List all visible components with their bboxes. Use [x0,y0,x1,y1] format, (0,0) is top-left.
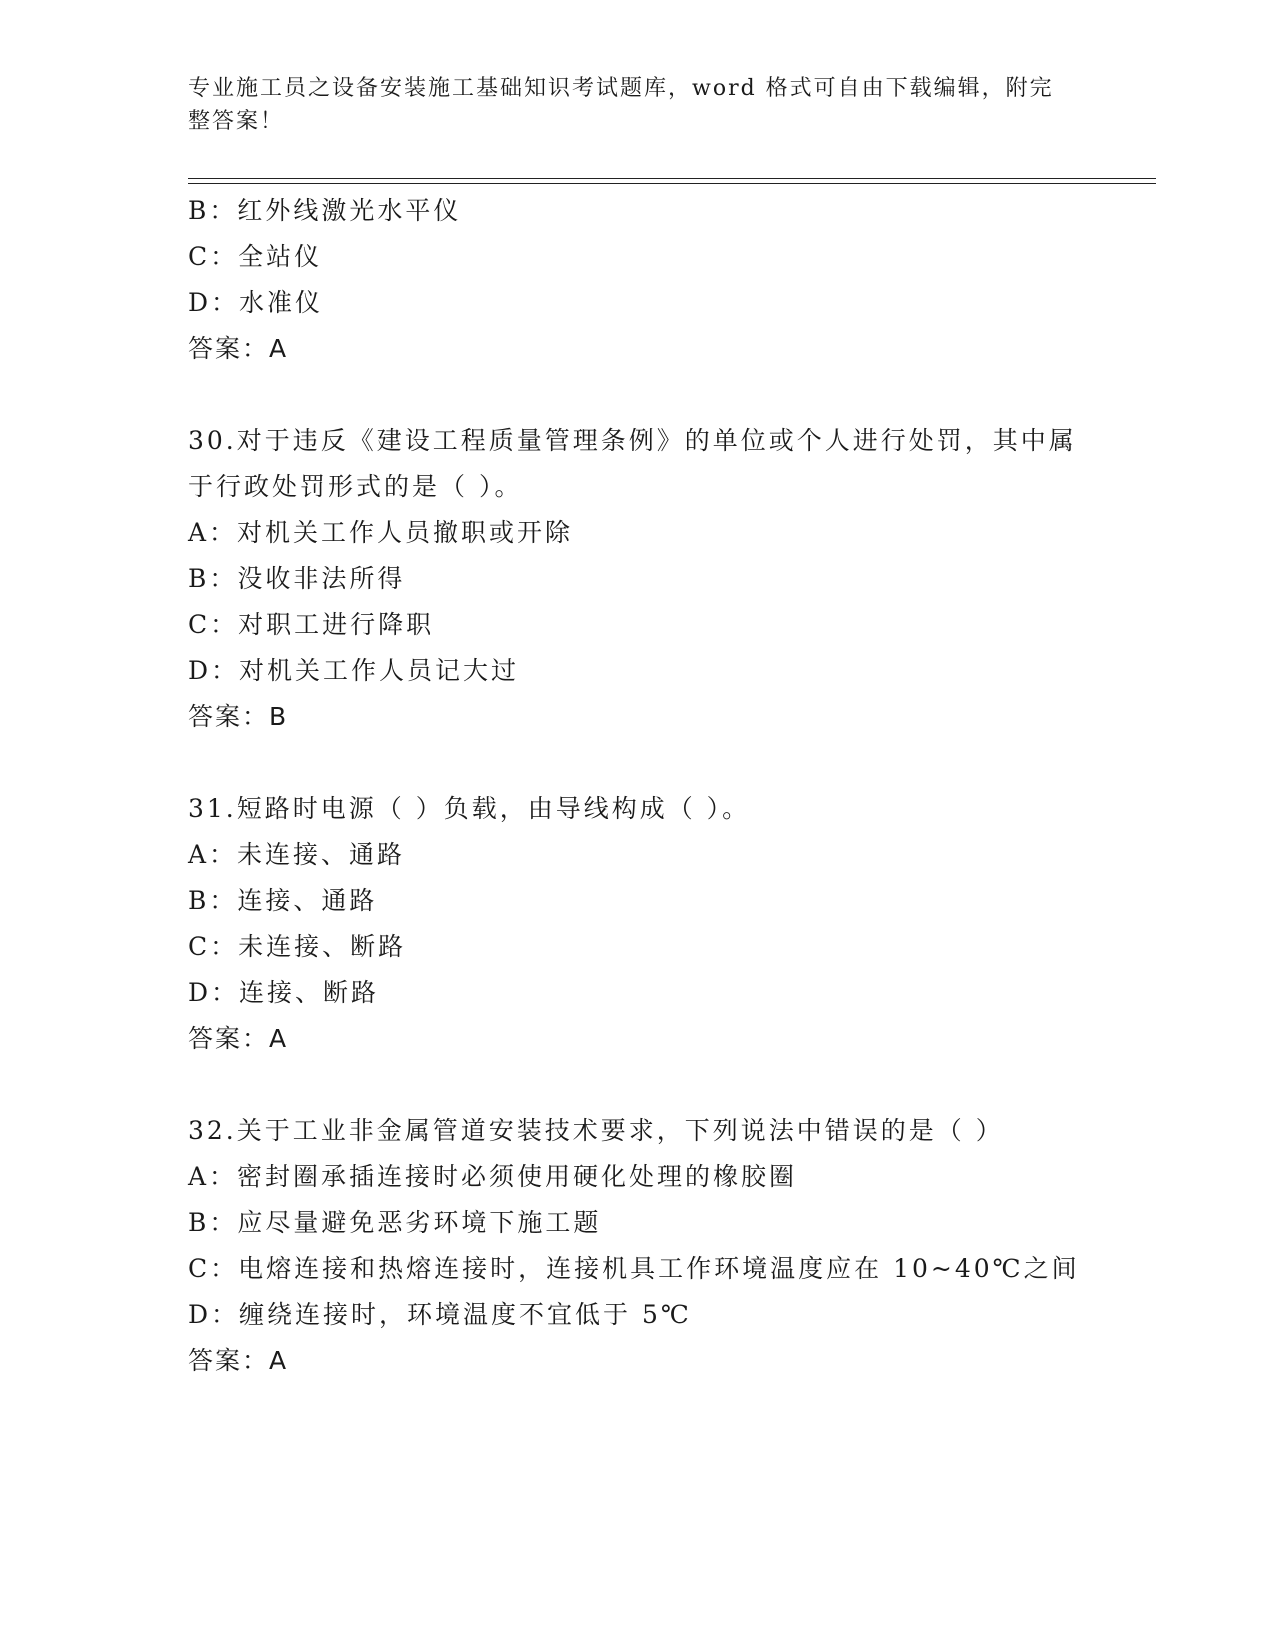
question-31 [188,786,1088,1062]
option-c: C：未连接、断路 [188,932,407,961]
option-d: D：连接、断路 [188,978,380,1007]
option-c: C：电熔连接和热熔连接时，连接机具工作环境温度应在 10~40℃之间 [188,1254,1080,1283]
answer: 答案：A [188,1346,289,1375]
option-b: B：没收非法所得 [188,564,406,593]
option-b: B：应尽量避免恶劣环境下施工题 [188,1208,602,1237]
option-d: D：水准仪 [188,288,324,317]
question-30 [188,418,1088,740]
question-stem: 31.短路时电源（ ）负载，由导线构成（ ）。 [188,794,751,823]
question-list [188,188,1088,1384]
answer: 答案：A [188,334,289,363]
answer: 答案：B [188,702,289,731]
option-a: A：未连接、通路 [188,840,406,869]
page-header: 专业施工员之设备安装施工基础知识考试题库，word 格式可自由下载编辑，附完整答案！ [188,76,1054,134]
header-rule-top [188,178,1156,179]
header-rule-bottom [188,183,1156,184]
option-a: A：密封圈承插连接时必须使用硬化处理的橡胶圈 [188,1162,798,1191]
option-c: C：对职工进行降职 [188,610,435,639]
option-b: B：连接、通路 [188,886,378,915]
question-32 [188,1108,1088,1384]
option-c: C：全站仪 [188,242,323,271]
question-stem: 30.对于违反《建设工程质量管理条例》的单位或个人进行处罚，其中属于行政处罚形式的是（ ）。 [188,426,1077,501]
question-29-continued [188,188,1088,372]
option-a: A：对机关工作人员撤职或开除 [188,518,574,547]
option-d: D：对机关工作人员记大过 [188,656,520,685]
option-b: B：红外线激光水平仪 [188,196,462,225]
option-d: D：缠绕连接时，环境温度不宜低于 5℃ [188,1300,692,1329]
answer: 答案：A [188,1024,289,1053]
question-stem: 32.关于工业非金属管道安装技术要求，下列说法中错误的是（ ） [188,1116,1004,1145]
